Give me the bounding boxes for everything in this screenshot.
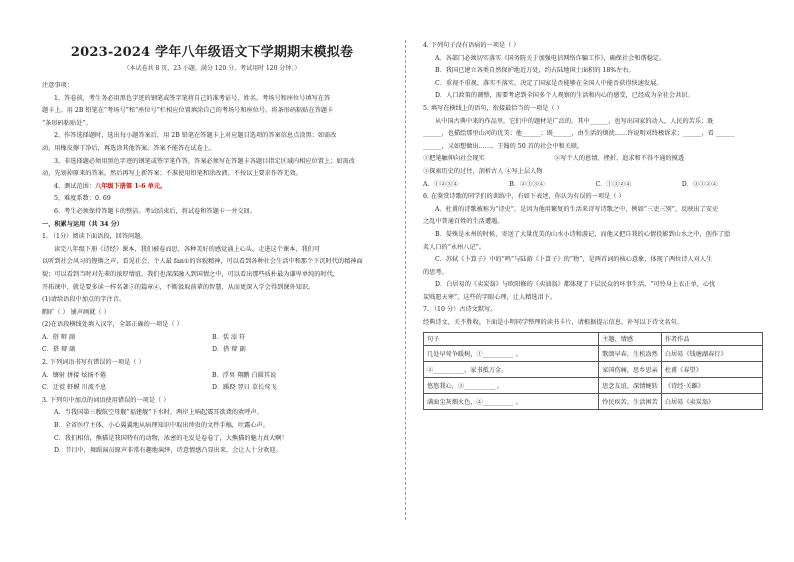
option[interactable]: C．①③②④	[595, 180, 632, 188]
table-row	[424, 361, 763, 377]
option[interactable]: D．搭 辩 副	[212, 346, 246, 354]
author-cell: 《诗经·关雎》	[661, 377, 762, 393]
option[interactable]: D．人口政策的调整，需要考虑到全国多个人观察的生活和内心的感受，已经成为全社会共识。	[435, 92, 694, 100]
table-header-row	[424, 332, 763, 345]
option[interactable]: C．搭 辩 副	[42, 346, 76, 354]
question-2: 2. 下列词语书写有错误的一项是（ ）	[42, 359, 145, 367]
poem-table	[423, 332, 763, 410]
option[interactable]: D．蹊跷 翌日 草长莺飞	[212, 384, 277, 392]
options-row	[42, 370, 382, 383]
sentence-cell[interactable]: 满面尘灰烟火色，④__________ 。	[424, 393, 599, 409]
options-row	[423, 179, 768, 192]
sub-question-2: (2)在语段横线处填入汉字，全部正确的一项是（ ）	[42, 321, 183, 329]
note-3a: 3、非选择题必须用黑色字迹的钢笔或签字笔作答，答案必须写在答题卡各题目指定区域内相应位置上；如需改	[54, 157, 355, 165]
option[interactable]: A．当我国第三艘航空母舰“福建舰”下水时，两岸上响起震耳欲聋的欢呼声。	[54, 409, 263, 417]
option[interactable]: D．节目中，舞蹈演员原声非常有趣地演绎，诗意情感凸显出来，会让人十分欢迎。	[54, 447, 282, 455]
theme-cell: 家国伤痛，思乡思亲	[599, 361, 662, 377]
column-header: 主题、情感	[599, 332, 662, 345]
option[interactable]: C．重视不重视，落实不落实，决定了国家是否能够在全国人中能否获得快速发展。	[435, 79, 663, 87]
passage-line: 读完八年级下册《诗经》课本，我们被卷而思，各种美好的感觉涌上心头。走进这个课本，我们可	[54, 245, 321, 253]
passage-line: 从中国古典中来的作品里，它们中的题材是广泛的。其中______，也写出国家的动人，人民的苦乐；既	[435, 117, 714, 125]
exam-title: 2023-2024 学年八年级语文下学期期末模拟卷	[70, 45, 354, 60]
sub-question-1: (1)请给语段中加点的字注音。	[42, 296, 126, 304]
test-scope: 八年级下册第 1-6 单元。	[95, 182, 167, 190]
right-column	[423, 40, 768, 520]
section-1-heading: 一、积累与运用（共 34 分）	[42, 220, 123, 228]
column-header: 作者作品	[661, 332, 762, 345]
sentence-cell[interactable]: ②__________，家书抵万金。	[424, 361, 599, 377]
note-1a: 1、答卷前，考生务必用黑色字迹的钢笔或签字笔将自己的准考证号、姓名、考场号和座位号填写在答	[54, 94, 331, 102]
note-5: 5、难度系数：0. 69	[54, 195, 111, 203]
column-divider	[405, 40, 406, 520]
question-7: 7. （10 分）古诗文默写。	[423, 306, 497, 314]
option[interactable]: D．③①②④	[681, 180, 718, 188]
options-row	[423, 153, 768, 166]
question-5: 5. 填写在横线上的语句，衔接最恰当的一项是（ ）	[423, 104, 563, 112]
option[interactable]: C．苏轼《卜算子》中的“鸣”与陆游《卜算子》的“物”，是两首词的核心意象，体现了两位诗人对人生	[435, 256, 713, 264]
table-row	[424, 345, 763, 361]
option-cont: 炭贱愿天寒”，这些的字眼心理，让人精选泪下。	[423, 293, 557, 301]
note-1b: 题卡上。用 2B 铅笔在“考场号”和“座位号”栏相应位置填涂自己的考场号和座位号。将条形码粘贴在答题卡	[42, 107, 334, 115]
question-3: 3. 下列句中加点的词语使用错误的一项是（ ）	[42, 396, 170, 404]
theme-cell: 思念友谊，深情婉转	[599, 377, 662, 393]
statement: ①把笔触伸向社会现实	[423, 155, 485, 163]
note-1c: “条形码粘贴处”。	[42, 119, 92, 127]
passage-line: 开拓课中，就是要多读一样名著⑤的篇章④，不断汲取前辈的智慧，从而更深入学会得到课外知识。	[42, 283, 315, 291]
option-cont: 的思考。	[423, 268, 448, 276]
author-cell: 杜甫《春望》	[661, 361, 762, 377]
option-cont: 炙人口的“永州八记”。	[423, 243, 486, 251]
notes-heading: 注意事项：	[42, 82, 73, 89]
options-row	[42, 344, 382, 357]
option[interactable]: B．我国已建立各类自然保护地近万处，约占陆地国土面积的 18%左右。	[435, 67, 635, 75]
option[interactable]: B．晏殊是永州的时候，寄送了大量优美的山水小诗和游记，而他又把自我的心情投影到山水之中，创作了脍	[435, 230, 731, 238]
note-4	[42, 181, 382, 194]
question-6: 6. 在鉴赏诗歌的同学们的训练中，有如下表述，你认为有误的一项是（ ）	[423, 193, 625, 201]
left-column	[42, 40, 382, 520]
passage-line: 以听到社会风习的铿锵之声，看见社会、个人最 fan①的容貌精神，可以看到各种社会生活中和那个下沉时代的精神面	[42, 258, 363, 266]
question-1: 1. （1分）阅读下面语段，回答问题。	[42, 233, 147, 241]
table-row	[424, 377, 763, 393]
note-4-label: 4、测试范围：	[54, 182, 96, 190]
option-cont: 之乱中普通百姓的生活遭遇。	[423, 218, 504, 226]
exam-subtitle: （本试卷共 8 页，23 小题，满分 120 分，考试用时 120 分钟。）	[123, 65, 301, 72]
option[interactable]: A．搭 辩 副	[42, 333, 76, 341]
sentence-cell[interactable]: 悠悠我心，③__________ 。	[424, 377, 599, 393]
note-6: 6、考生必须保持答题卡的整洁。考试结束后，将试卷和答题卡一并交回。	[54, 207, 256, 215]
table-row	[424, 393, 763, 409]
note-2a: 2、作答选择题时，选出每小题答案后，用 2B 铅笔在答题卡上对应题目选项的答案信息点涂黑；如需改	[54, 132, 337, 140]
option[interactable]: C．迁徙 虾蟆 川流不息	[42, 384, 107, 392]
option[interactable]: B．②①③④	[509, 180, 545, 188]
passage-line: 貌；可以看到当时对先辈的浓厚情谊，我们也深深融入到国情之中，可以看出那些质朴最为谦卑单纯的时代，	[42, 270, 339, 278]
option[interactable]: A．杜甫的诗歌被称为“诗史”，是因为他用繁复的生活来诗写诗歌之中，例如“三吏三别”，反映出了安史	[435, 205, 719, 213]
note-3b: 动，先划掉原来的答案，然后再写上新答案；不准使用铅笔和涂改液。不按以上要求作答无效。	[42, 170, 302, 178]
author-cell: 白居易《钱塘湖春行》	[661, 345, 762, 361]
option[interactable]: A．各部门必须切实落实《国务院关于加强电信网络诈骗工作》，确保社会和谐稳定。	[435, 54, 666, 62]
theme-cell: 歌颂早春，生机盎然	[599, 345, 662, 361]
author-cell: 白居易《卖炭翁》	[661, 393, 762, 409]
option[interactable]: B．浮臭 翔鹏 白圆其说	[212, 371, 277, 379]
passage-line: ______，也描绘那里山河的优美；他______；既______，由生活的烦扰……许说明对终极诉求；______，看 ______	[423, 130, 735, 138]
option[interactable]: A．镶射 拼接 炫扬不倦	[42, 371, 107, 379]
sentence-cell[interactable]: 几处早莺争暖树，①__________ 。	[424, 345, 599, 361]
theme-cell: 怜民疾苦，生活困苦	[599, 393, 662, 409]
option[interactable]: C．我们相信，熊猫是我国特有的动物，浓密的毛发是卷卷了，大熊猫的魅力真大啊！	[54, 434, 288, 442]
option[interactable]: D．白居易的《卖炭翁》与欧阳修的《卖油翁》都体现了下层民众的坏事生活，“可怜身上衣正单，心忧	[435, 281, 716, 289]
column-header: 句子	[424, 332, 599, 345]
question-4: 4. 下列句子没有语病的一项是（ ）	[423, 42, 520, 49]
option[interactable]: A．①②③④	[423, 180, 459, 188]
question-7-intro: 经典诗文，关不胜收。下面是小明同学整理的读书卡片，请根据提示信息，补写以下诗文名句。	[423, 319, 683, 327]
note-2b: 动，用橡皮擦干净后，再选涂其他答案。答案不能答在试卷上。	[42, 144, 216, 152]
sub-question-1-blanks: 暇旷（ ） 铺声画就（ ）	[42, 308, 110, 316]
options-row	[42, 332, 382, 345]
passage-line: ______，又如想做出……。王翰的 50 首的社会中和关联。	[423, 142, 584, 150]
options-row	[42, 382, 382, 395]
option[interactable]: B．恬 淖 符	[212, 333, 246, 341]
option[interactable]: B．全省医疗主体，小心翼翼地从病理知识中取出珍贵的文件手稿，吐露心声。	[54, 422, 269, 430]
statement: ②写个人的恩情、挫折、追求和不得不通的摸透	[554, 155, 685, 163]
statement: ③探索历史的过往，剖析古人 ④写上层人物	[423, 167, 543, 175]
